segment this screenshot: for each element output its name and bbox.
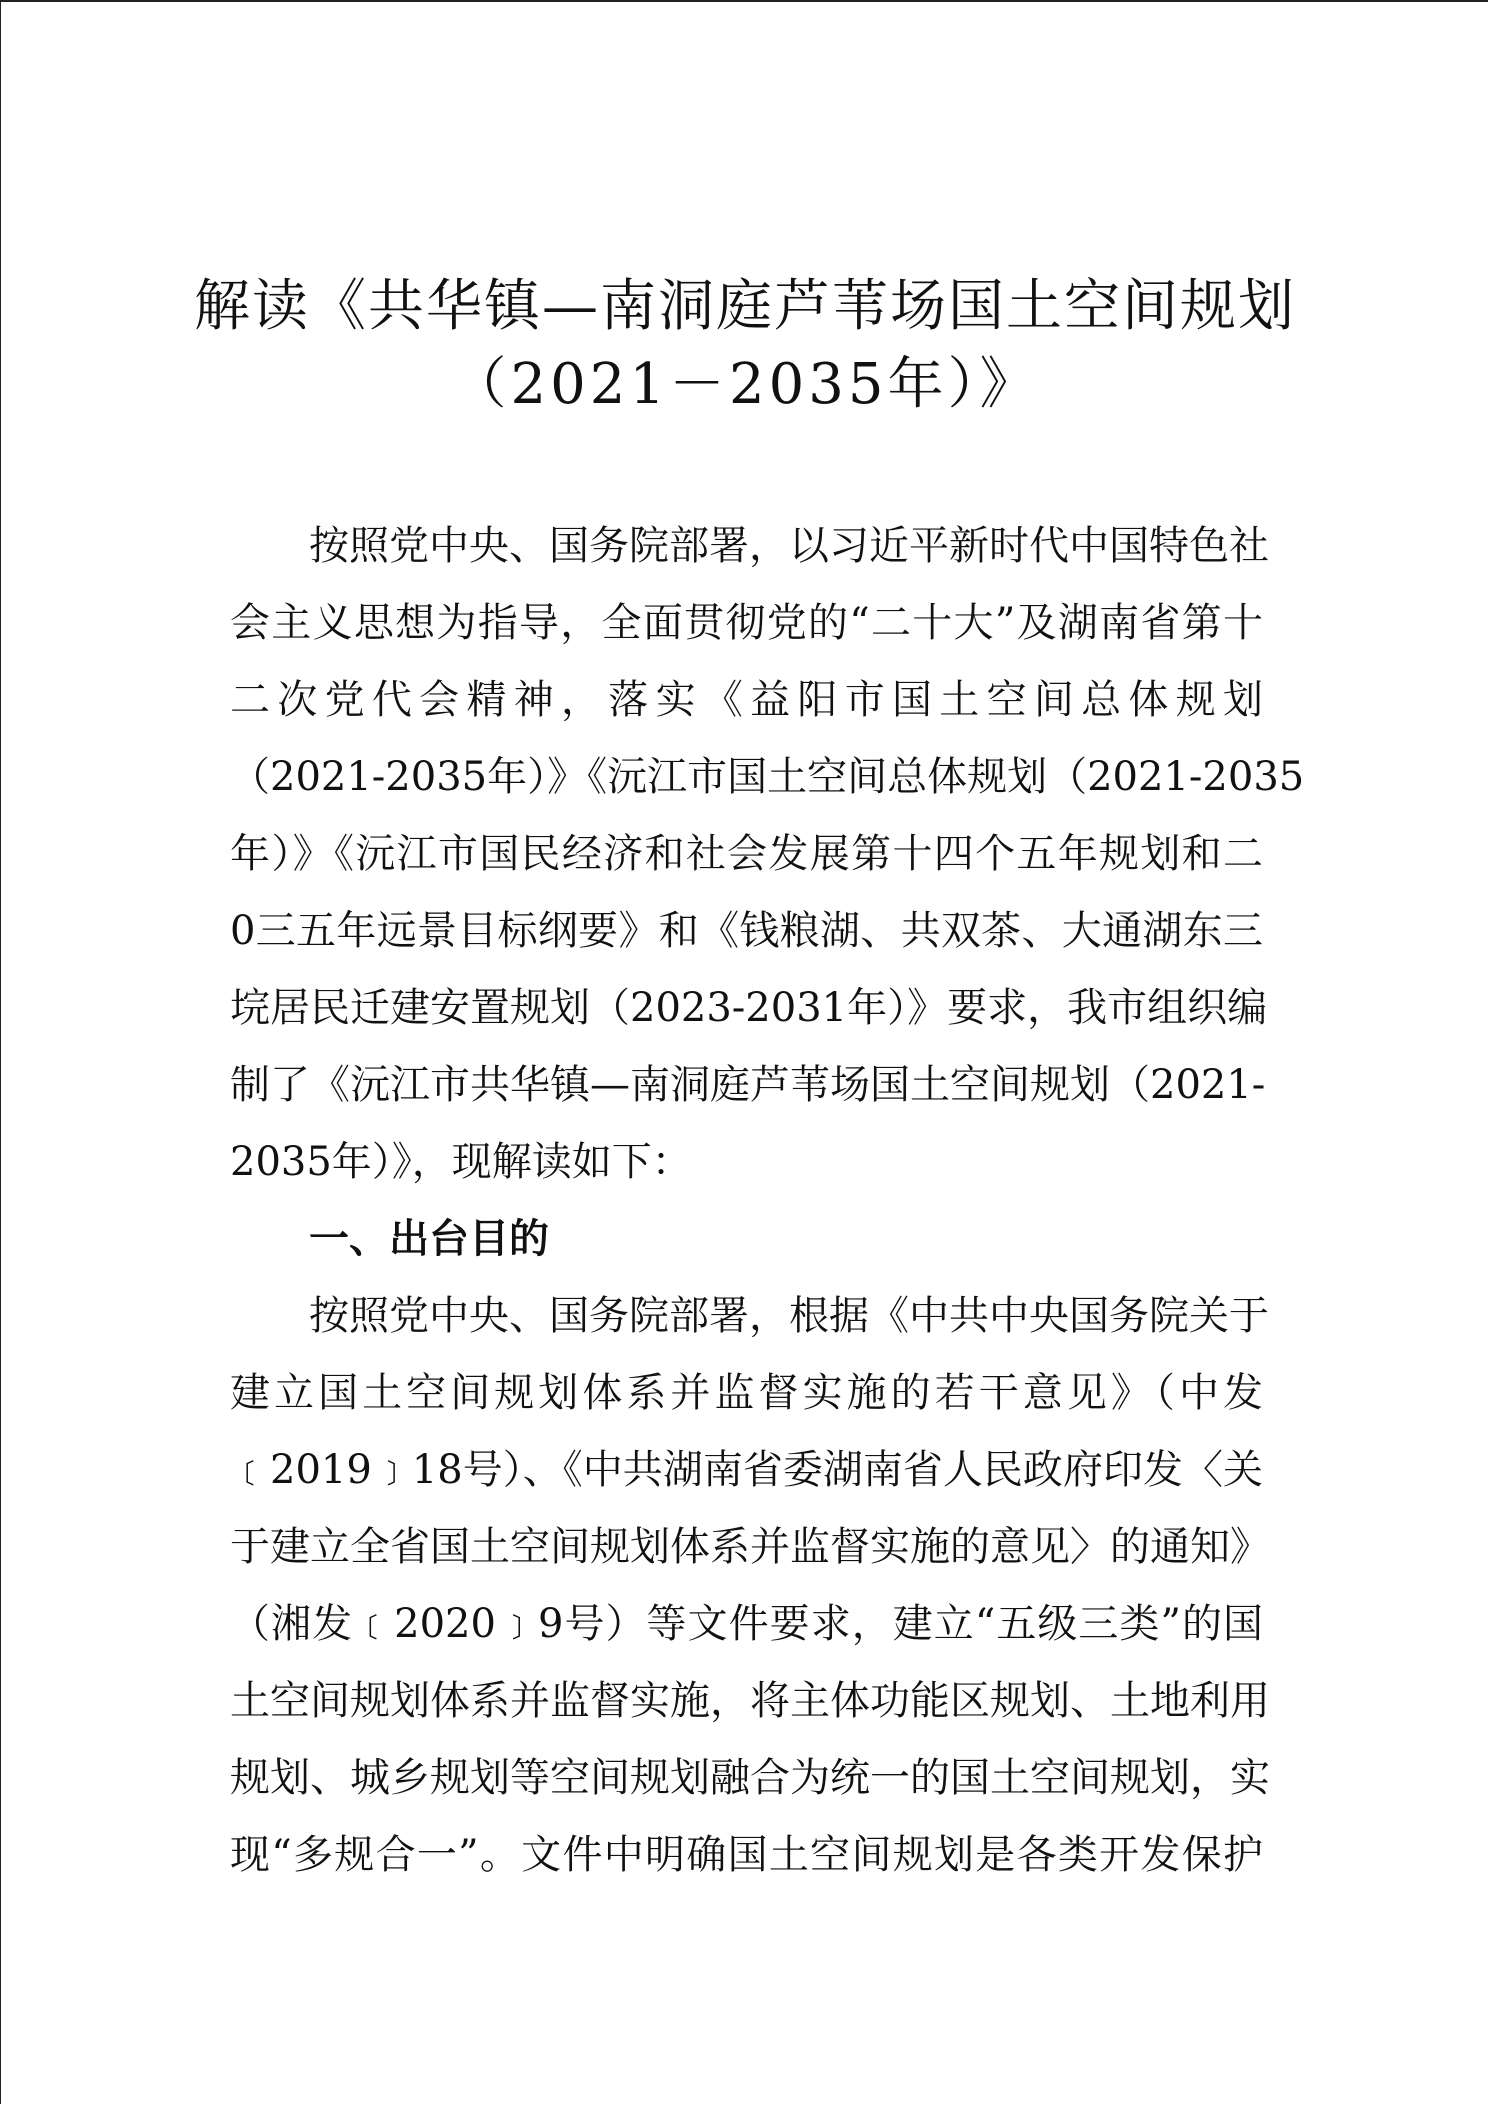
paragraph-1-line: 二次党代会精神，落实《益阳市国土空间总体规划 [230,677,1263,723]
paragraph-2-line: 规划、城乡规划等空间规划融合为统一的国土空间规划，实 [230,1755,1270,1801]
paragraph-1-line: 年）》《沅江市国民经济和社会发展第十四个五年规划和二 [230,831,1263,877]
paragraph-1-line: 按照党中央、国务院部署，以习近平新时代中国特色社 [309,523,1269,569]
paragraph-2-line: 建立国土空间规划体系并监督实施的若干意见》（中发 [230,1370,1263,1416]
paragraph-1-line: 2035年）》，现解读如下： [230,1139,692,1185]
document-title-line-1: 解读《共华镇—南洞庭芦苇场国土空间规划 [194,274,1296,339]
paragraph-2-line: ﹝2019﹞18号）、《中共湖南省委湖南省人民政府印发〈关 [230,1447,1263,1493]
paragraph-1-line: 垸居民迁建安置规划（2023-2031年）》要求，我市组织编 [230,985,1268,1031]
paragraph-2-line: （湘发﹝2020﹞9号）等文件要求，建立“五级三类”的国 [230,1601,1263,1647]
paragraph-1-line: 0三五年远景目标纲要》和《钱粮湖、共双茶、大通湖东三 [230,908,1263,954]
paragraph-2-line: 土空间规划体系并监督实施，将主体功能区规划、土地利用 [230,1678,1270,1724]
document-title-line-2: （2021－2035年）》 [450,352,1040,417]
paragraph-2-line: 于建立全省国土空间规划体系并监督实施的意见〉的通知》 [230,1524,1270,1570]
paragraph-2-line: 按照党中央、国务院部署，根据《中共中央国务院关于 [309,1293,1269,1339]
paragraph-1-line: 会主义思想为指导，全面贯彻党的“二十大”及湖南省第十 [230,600,1263,646]
paragraph-1-line: （2021-2035年）》《沅江市国土空间总体规划（2021-2035 [230,754,1305,800]
section-1-heading: 一、出台目的 [309,1216,549,1262]
paragraph-1-line: 制了《沅江市共华镇—南洞庭芦苇场国土空间规划（2021- [230,1062,1266,1108]
paragraph-2-line: 现“多规合一”。文件中明确国土空间规划是各类开发保护 [230,1832,1263,1878]
